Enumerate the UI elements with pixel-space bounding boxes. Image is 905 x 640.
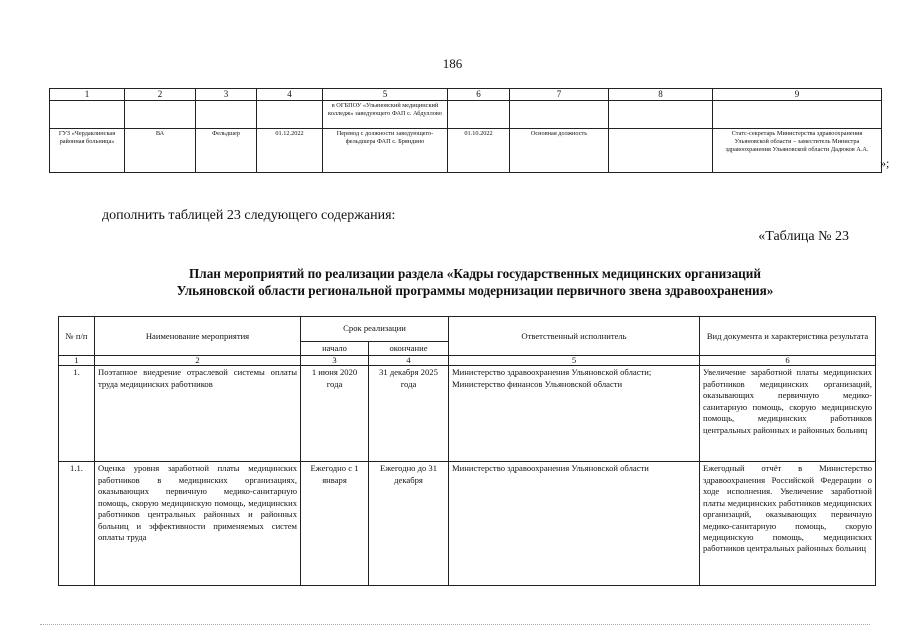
continuation-cell: Фельдшер xyxy=(196,129,257,173)
row-start: Ежегодно с 1 января xyxy=(301,462,369,586)
table-row xyxy=(59,462,876,586)
continuation-header-cell: 3 xyxy=(196,89,257,101)
continuation-cell: в ОГБПОУ «Ульяновский медицинский колледж» заведующего ФАП с. Абдуллово xyxy=(323,101,448,129)
continuation-row xyxy=(50,129,882,173)
row-result: Увеличение заработной платы медицинских работников медицинских организаций, оказывающих первичную медико-санитарную помощь, скорую медицинскую помощь, медицинских работников центральных районных и районных больниц xyxy=(700,366,876,462)
continuation-cell xyxy=(609,101,713,129)
continuation-cell: Основная должность xyxy=(510,129,609,173)
continuation-row xyxy=(50,101,882,129)
row-name: Поэтапное внедрение отраслевой системы оплаты труда медицинских работников xyxy=(95,366,301,462)
row-executor: Министерство здравоохранения Ульяновской области; Министерство финансов Ульяновской области xyxy=(449,366,700,462)
continuation-cell: Статс-секретарь Министерства здравоохранения Ульяновской области – заместитель Министра здравоохранения Ульяновской области Дадюков А.А. xyxy=(713,129,882,173)
header-end: окончание xyxy=(369,342,449,356)
continuation-header-cell: 6 xyxy=(448,89,510,101)
continuation-cell: Перевод с должности заведующего-фельдшера ФАП с. Бряндино xyxy=(323,129,448,173)
column-number: 3 xyxy=(301,356,369,366)
column-number: 6 xyxy=(700,356,876,366)
continuation-header-cell: 5 xyxy=(323,89,448,101)
table-row xyxy=(59,366,876,462)
closing-quote: »; xyxy=(880,156,890,170)
continuation-cell xyxy=(448,101,510,129)
continuation-cell xyxy=(125,101,196,129)
row-start: 1 июня 2020 года xyxy=(301,366,369,462)
continuation-cell: 01.10.2022 xyxy=(448,129,510,173)
intro-text: дополнить таблицей 23 следующего содержания: xyxy=(102,208,396,223)
page-bottom-edge xyxy=(40,624,870,625)
row-name: Оценка уровня заработной платы медицинских работников в медицинских организациях, оказывающих первичную медико-санитарную помощь, скорую медицинскую помощь, медицинских работников центральных районных и районных больниц и эффективности применяемых систем оплаты труда xyxy=(95,462,301,586)
continuation-cell xyxy=(257,101,323,129)
plan-title-line: Ульяновской области региональной программы модернизации первичного звена здравоохранения» xyxy=(176,283,774,299)
header-executor: Ответственный исполнитель xyxy=(449,317,700,356)
header-period: Срок реализации xyxy=(301,317,449,342)
header-start: начало xyxy=(301,342,369,356)
plan-title xyxy=(80,265,870,299)
header-num: № п/п xyxy=(59,317,95,356)
continuation-header-cell: 8 xyxy=(609,89,713,101)
continuation-header-cell: 2 xyxy=(125,89,196,101)
plan-table xyxy=(58,316,876,586)
header-result: Вид документа и характеристика результата xyxy=(700,317,876,356)
continuation-cell xyxy=(713,101,882,129)
continuation-header-cell: 7 xyxy=(510,89,609,101)
continuation-cell xyxy=(510,101,609,129)
column-number: 4 xyxy=(369,356,449,366)
continuation-cell: 01.12.2022 xyxy=(257,129,323,173)
table-label: «Таблица № 23 xyxy=(758,229,849,244)
column-number-row xyxy=(59,356,876,366)
continuation-cell xyxy=(50,101,125,129)
plan-title-line: План мероприятий по реализации раздела «Кадры государственных медицинских организаций xyxy=(189,266,761,281)
row-num: 1.1. xyxy=(59,462,95,586)
page-number: 186 xyxy=(442,56,463,71)
continuation-header-cell: 9 xyxy=(713,89,882,101)
continuation-cell: ВА xyxy=(125,129,196,173)
row-num: 1. xyxy=(59,366,95,462)
column-number: 1 xyxy=(59,356,95,366)
row-executor: Министерство здравоохранения Ульяновской области xyxy=(449,462,700,586)
row-end: 31 декабря 2025 года xyxy=(369,366,449,462)
continuation-header-cell: 1 xyxy=(50,89,125,101)
continuation-table xyxy=(49,88,882,173)
continuation-cell: ГУЗ «Чердаклинская районная больница» xyxy=(50,129,125,173)
continuation-header-cell: 4 xyxy=(257,89,323,101)
column-number: 5 xyxy=(449,356,700,366)
header-name: Наименование мероприятия xyxy=(95,317,301,356)
column-number: 2 xyxy=(95,356,301,366)
continuation-cell xyxy=(609,129,713,173)
continuation-header-row xyxy=(50,89,882,101)
continuation-cell xyxy=(196,101,257,129)
plan-header-row xyxy=(59,317,876,342)
row-result: Ежегодный отчёт в Министерство здравоохранения Российской Федерации о ходе исполнения. Увеличение заработной платы медицинских работников медицинских организаций, оказывающих первичную медико-санитарную помощь, скорую медицинскую помощь, медицинских работников центральных районных больниц xyxy=(700,462,876,586)
row-end: Ежегодно до 31 декабря xyxy=(369,462,449,586)
